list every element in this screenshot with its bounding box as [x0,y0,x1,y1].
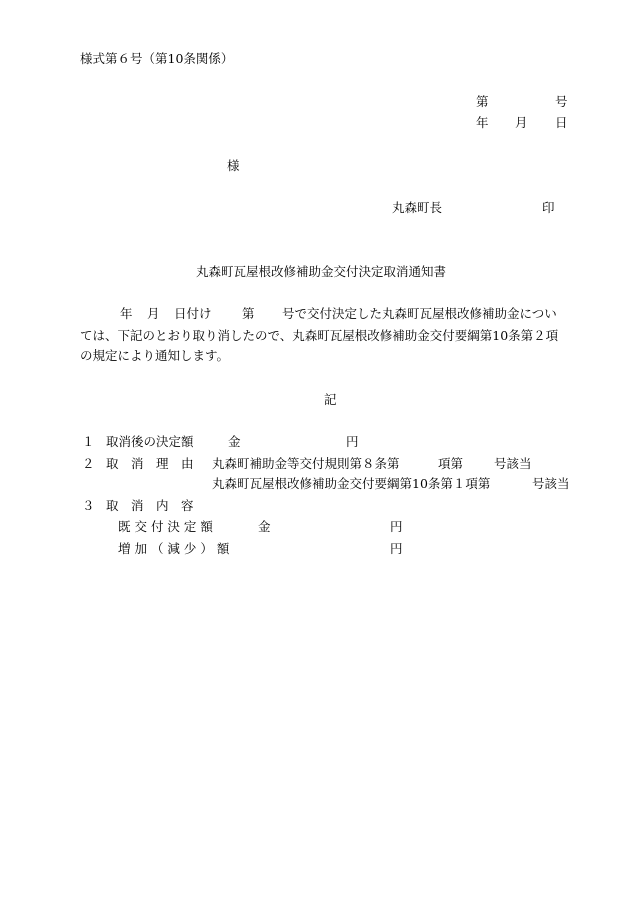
item2-reason1-a: 丸森町補助金等交付規則第８条第 [212,456,400,471]
item2-reason1-c: 号該当 [494,456,532,471]
body-day: 日付け [174,306,212,321]
body-dai: 第 [242,306,255,321]
body-line2: ては、下記のとおり取り消したので、丸森町瓦屋根改修補助金交付要綱第10条第２項 [80,328,559,343]
item1-kin: 金 [228,434,241,449]
document-title: 丸森町瓦屋根改修補助金交付決定取消通知書 [196,264,447,279]
item3-sub2-yen: 円 [390,541,403,556]
item3-sub1-label: 既 交 付 決 定 額 [118,519,213,534]
sender-seal: 印 [542,200,555,215]
body-year: 年 [120,306,133,321]
item3-number: ３ [82,498,95,513]
item2-label: 取 消 理 由 [106,456,194,471]
item3-sub2-label: 増 加 （ 減 少 ） 額 [118,541,230,556]
body-line1-rest: 号で交付決定した丸森町瓦屋根改修補助金につい [282,306,557,321]
number-suffix: 号 [555,94,568,109]
ki-heading: 記 [324,392,337,407]
recipient-honorific: 様 [227,158,240,173]
item1-label: 取消後の決定額 [106,434,194,449]
item2-number: ２ [82,456,95,471]
item2-reason2-a: 丸森町瓦屋根改修補助金交付要綱第10条第１項第 [212,476,491,491]
item3-sub1-kin: 金 [258,519,271,534]
item2-reason1-b: 項第 [438,456,464,471]
item1-yen: 円 [346,434,359,449]
date-day: 日 [555,115,568,130]
date-year: 年 [476,115,489,130]
body-line3: の規定により通知します。 [80,348,230,363]
item3-label: 取 消 内 容 [106,498,194,513]
form-label: 様式第６号（第10条関係） [80,51,234,66]
item2-reason2-b: 号該当 [532,476,570,491]
sender-title: 丸森町長 [392,200,443,215]
number-prefix: 第 [476,94,489,109]
item1-number: １ [82,434,95,449]
body-month: 月 [147,306,160,321]
date-month: 月 [515,115,528,130]
item3-sub1-yen: 円 [390,519,403,534]
